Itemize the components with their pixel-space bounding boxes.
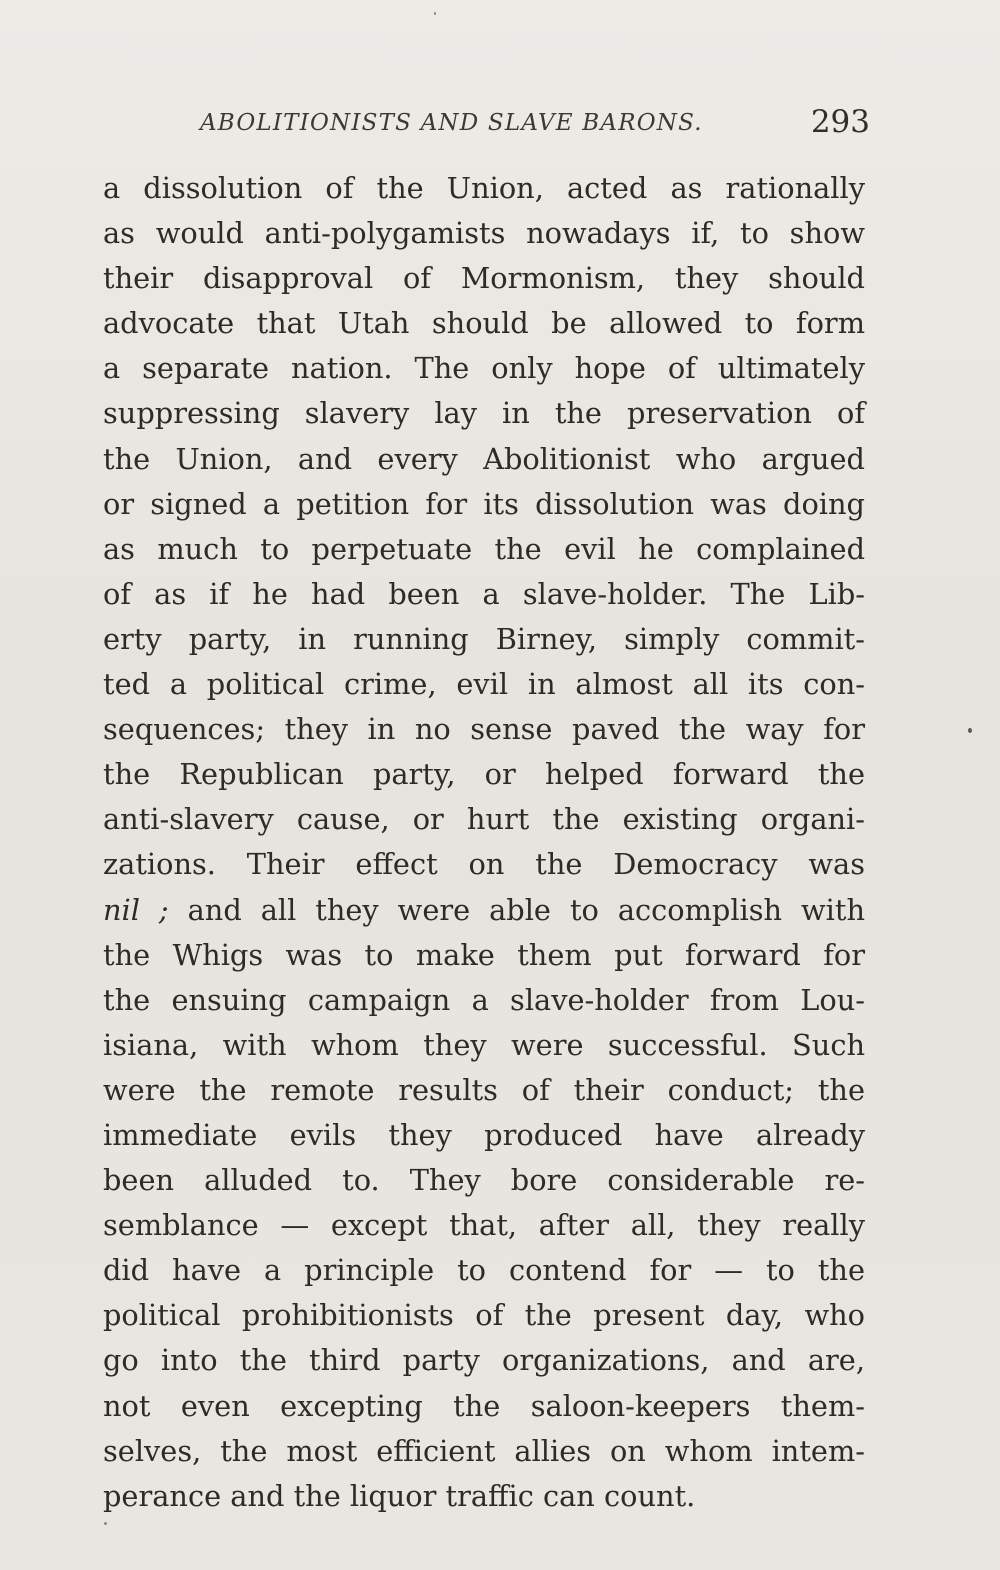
margin-mark	[968, 728, 972, 733]
body-text	[103, 166, 865, 1519]
text-line: a dissolution of the Union, acted as rationally	[103, 171, 865, 205]
text-line: were the remote results of their conduct; the	[103, 1072, 865, 1107]
text-line-rest: and all they were able to accomplish with	[187, 892, 866, 927]
text-line: zations. Their effect on the Democracy was	[103, 847, 865, 882]
text-line: ted a political crime, evil in almost all its con-	[103, 667, 865, 702]
text-line: immediate evils they produced have already	[103, 1117, 865, 1152]
text-line: erty party, in running Birney, simply commit-	[103, 621, 865, 656]
text-line: been alluded to. They bore considerable re-	[103, 1163, 865, 1198]
text-line: political prohibitionists of the present day, who	[103, 1298, 865, 1333]
text-line: anti-slavery cause, or hurt the existing organi-	[103, 802, 865, 837]
text-line: semblance — except that, after all, they really	[103, 1208, 865, 1243]
text-line: as would anti-polygamists nowadays if, to show	[103, 216, 865, 251]
text-line: a separate nation. The only hope of ultimately	[103, 351, 865, 386]
text-line: the Union, and every Abolitionist who argued	[103, 441, 865, 476]
text-line: their disapproval of Mormonism, they should	[103, 261, 865, 296]
paper-speck	[104, 1522, 107, 1525]
text-line: as much to perpetuate the evil he complained	[103, 531, 865, 566]
text-line: the ensuing campaign a slave-holder from Lou-	[103, 982, 865, 1017]
text-line: did have a principle to contend for — to the	[103, 1253, 865, 1288]
text-line: suppressing slavery lay in the preservation of	[103, 396, 865, 431]
text-line-last: perance and the liquor traffic can count.	[103, 1478, 696, 1513]
running-head	[200, 104, 870, 148]
text-line-with-italic	[103, 888, 865, 933]
text-line: not even excepting the saloon-keepers them-	[103, 1388, 865, 1423]
text-line: advocate that Utah should be allowed to form	[103, 306, 865, 341]
page-number: 293	[810, 104, 870, 140]
text-line: go into the third party organizations, and are,	[103, 1343, 865, 1378]
text-line: isiana, with whom they were successful. Such	[103, 1027, 865, 1062]
text-line: selves, the most efficient allies on whom intem-	[103, 1433, 865, 1468]
text-line: or signed a petition for its dissolution was doing	[103, 486, 865, 521]
italic-word: nil ;	[103, 892, 169, 927]
paper-speck	[434, 12, 436, 15]
text-line: of as if he had been a slave-holder. The Lib-	[103, 576, 865, 611]
text-line: the Whigs was to make them put forward for	[103, 937, 865, 972]
text-line: the Republican party, or helped forward the	[103, 757, 865, 792]
text-line: sequences; they in no sense paved the way for	[103, 712, 865, 747]
running-title: ABOLITIONISTS AND SLAVE BARONS.	[200, 110, 703, 136]
